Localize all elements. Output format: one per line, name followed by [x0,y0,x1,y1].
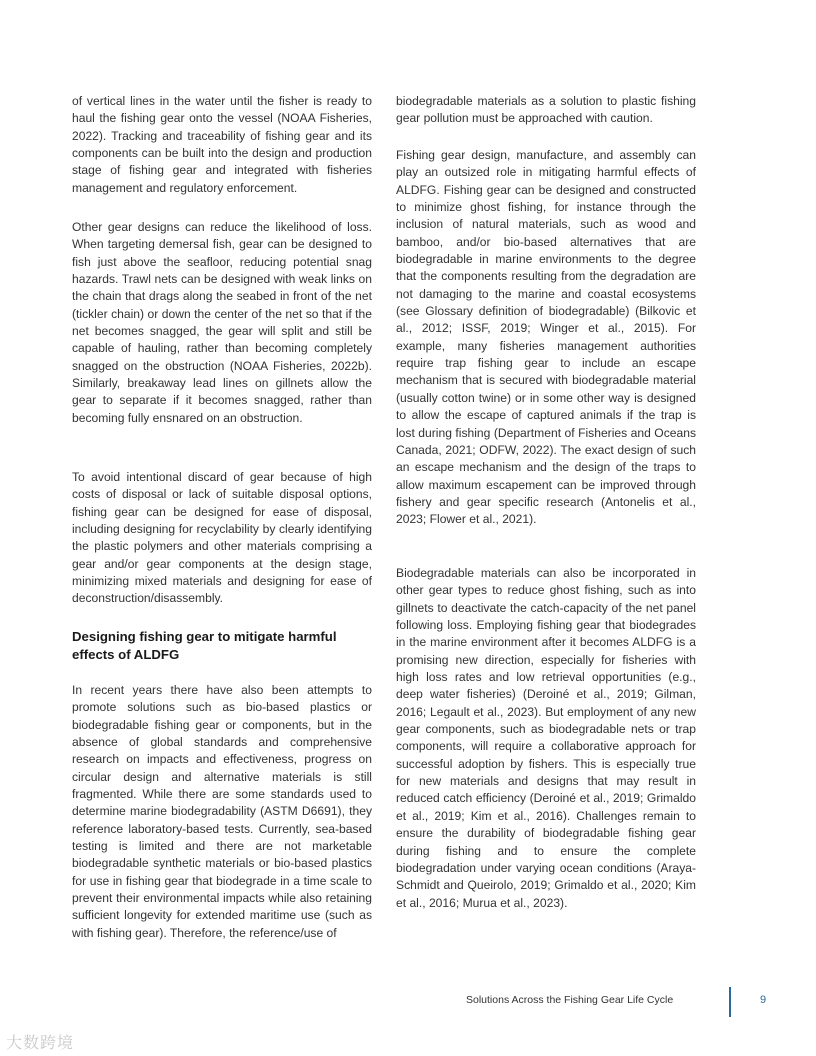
footer-divider [729,987,731,1017]
watermark-logo: 大数跨境 [6,1035,75,1052]
body-paragraph: To avoid intentional discard of gear because of high costs of disposal or lack of suitable disposal options, fishing gear can be designed for ease of disposal, including designing for recyclability by clearly identifying the plastic polymers and other materials comprising a gear and/or gear components at the design stage, minimizing mixed materials and designing for ease of deconstruction/disassembly. [72,470,372,606]
body-paragraph: biodegradable materials as a solution to plastic fishing gear pollution must be approached with caution. [396,94,696,126]
section-heading: Designing fishing gear to mitigate harmful effects of ALDFG [72,629,337,662]
footer-section-title: Solutions Across the Fishing Gear Life Cycle [466,994,674,1006]
page-number: 9 [760,994,767,1006]
body-paragraph: Biodegradable materials can also be incorporated in other gear types to reduce ghost fishing, such as into gillnets to deactivate the catch-capacity of the net panel following loss. Employing fishing gear that biodegrades in the marine environment after it becomes ALDFG is a promising new direction, especially for fisheries with high loss rates and low retrieval opportunities (e.g., deep water fisheries) (Deroiné et al., 2019; Gilman, 2016; Legault et al., 2023). But employment of any new gear components, such as biodegradable nets or trap components, will require a collaborative approach for successful adoption by fishers. This is especially true for new materials and designs that may result in reduced catch efficiency (Deroiné et al., 2019; Grimaldo et al., 2019; Kim et al., 2016). Challenges remain to ensure the durability of biodegradable fishing gear during fishing and to ensure the complete biodegradation under varying ocean conditions (Araya-Schmidt and Queirolo, 2019; Grimaldo et al., 2020; Kim et al., 2016; Murua et al., 2023). [396,566,696,910]
body-paragraph: of vertical lines in the water until the fisher is ready to haul the fishing gear onto the vessel (NOAA Fisheries, 2022). Tracking and traceability of fishing gear and its components can be built into the design and production stage of fishing gear and integrated with fisheries management and regulatory enforcement. [72,94,372,195]
body-paragraph: Fishing gear design, manufacture, and assembly can play an outsized role in mitigating harmful effects of ALDFG. Fishing gear can be designed and constructed to minimize ghost fishing, for instance through the inclusion of natural materials, such as wood and bamboo, and/or bio-based alternatives that are biodegradable in marine environments to the degree that the components resulting from the degradation are not damaging to the marine and coastal ecosystems (see Glossary definition of biodegradable) (Bilkovic et al., 2012; ISSF, 2019; Winger et al., 2015). For example, many fisheries management authorities require trap fishing gear to include an escape mechanism that is secured with biodegradable material (usually cotton twine) or in some other way is designed to allow the escape of captured animals if the trap is lost during fishing (Department of Fisheries and Oceans Canada, 2021; ODFW, 2022). The exact design of such an escape mechanism and the design of the traps to allow maximum escapement can be improved through fishery and gear specific research (Antonelis et al., 2023; Flower et al., 2021). [396,148,696,527]
body-paragraph: In recent years there have also been attempts to promote solutions such as bio-based plastics or biodegradable fishing gear or components, but in the absence of global standards and comprehensive research on impacts and effectiveness, progress on circular design and alternative materials is still fragmented. While there are some standards used to determine marine biodegradability (ASTM D6691), they reference laboratory-based tests. Currently, sea-based testing is limited and there are not marketable biodegradable synthetic materials or bio-based plastics for use in fishing gear that biodegrade in a time scale to prevent their environmental impacts while also retaining sufficient longevity for extended maritime use (such as with fishing gear). Therefore, the reference/use of [72,683,372,940]
body-paragraph: Other gear designs can reduce the likelihood of loss. When targeting demersal fish, gear can be designed to fish just above the seafloor, reducing potential snag hazards. Trawl nets can be designed with weak links on the chain that drags along the seabed in front of the net (tickler chain) or down the center of the net so that if the net becomes snagged, the gear will split and still be capable of hauling, rather than becoming completely snagged on the obstruction (NOAA Fisheries, 2022b). Similarly, breakaway lead lines on gillnets allow the gear to separate if it becomes snagged, rather than becoming fully ensnared on an obstruction. [72,220,372,425]
